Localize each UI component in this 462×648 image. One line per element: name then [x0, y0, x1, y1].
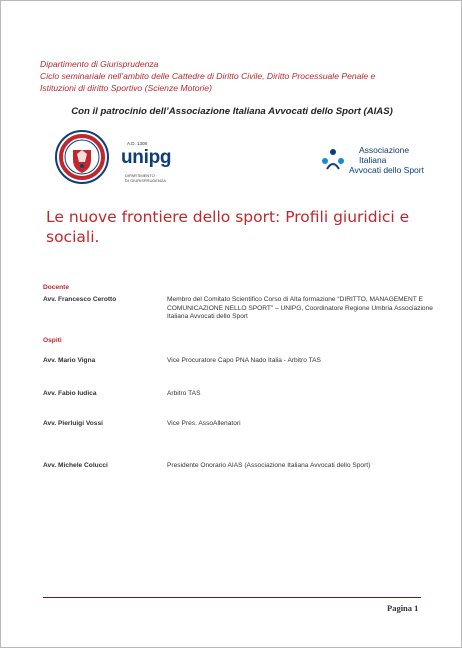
cycle-line-1: Ciclo seminariale nell’ambito delle Cattedre di Diritto Civile, Diritto Processuale Penale e [40, 71, 376, 81]
person-role: Arbitro TAS [167, 390, 201, 397]
person-name: Avv. Mario Vigna [43, 357, 96, 364]
department-name: Dipartimento di Giurisprudenza [40, 59, 159, 69]
person-role: Vice Procuratore Capo PNA Nado Italia - Arbitro TAS [167, 357, 321, 364]
aias-line-1: Associazione [359, 145, 410, 155]
aias-line-3: Avvocati dello Sport [349, 165, 424, 175]
section-label-ospiti: Ospiti [43, 337, 62, 344]
person-name: Avv. Francesco Cerotto [43, 296, 117, 303]
document-title: Le nuove frontiere dello sport: Profili giuridici e sociali. [46, 208, 410, 246]
person-role: Membro del Comitato Scientifico Corso di Alta formazione “DIRITTO, MANAGEMENT E COMUNICAZIONE NELLO SPORT” – UNIPG, Coordinatore Regione Umbria Associazione Italiana Avvocati dello Sport [167, 296, 433, 320]
aias-name [349, 145, 429, 175]
page-number: Pagina 1 [387, 603, 419, 613]
unipg-department [125, 173, 185, 183]
person-role: Presidente Onorario AIAS (Associazione Italiana Avvocati dello Sport) [167, 462, 371, 469]
unipg-dept-line-1: DIPARTIMENTO [125, 173, 155, 178]
university-seal-logo [55, 130, 109, 184]
section-label-docente: Docente [43, 284, 70, 291]
cycle-line-2: Istituzioni di diritto Sportivo (Scienze Motorie) [40, 83, 212, 93]
unipg-logo [121, 141, 181, 187]
header-block [40, 58, 430, 94]
unipg-dept-line-2: DI GIURISPRUDENZA [125, 178, 166, 183]
person-name: Avv. Pierluigi Vossi [43, 420, 103, 427]
aias-line-2: Italiana [359, 155, 387, 165]
aias-emblem-icon [319, 147, 347, 175]
person-name: Avv. Michele Colucci [43, 462, 108, 469]
footer-divider [43, 597, 421, 598]
patronage-line: Con il patrocinio dell’Associazione Italiana Avvocati dello Sport (AIAS) [71, 106, 393, 117]
aias-logo [319, 141, 424, 181]
unipg-year: A.D. 1308 [127, 141, 148, 146]
unipg-wordmark: unipg [121, 147, 172, 168]
person-name: Avv. Fabio Iudica [43, 390, 97, 397]
person-role: Vice Pres. AssoAllenatori [167, 420, 241, 427]
